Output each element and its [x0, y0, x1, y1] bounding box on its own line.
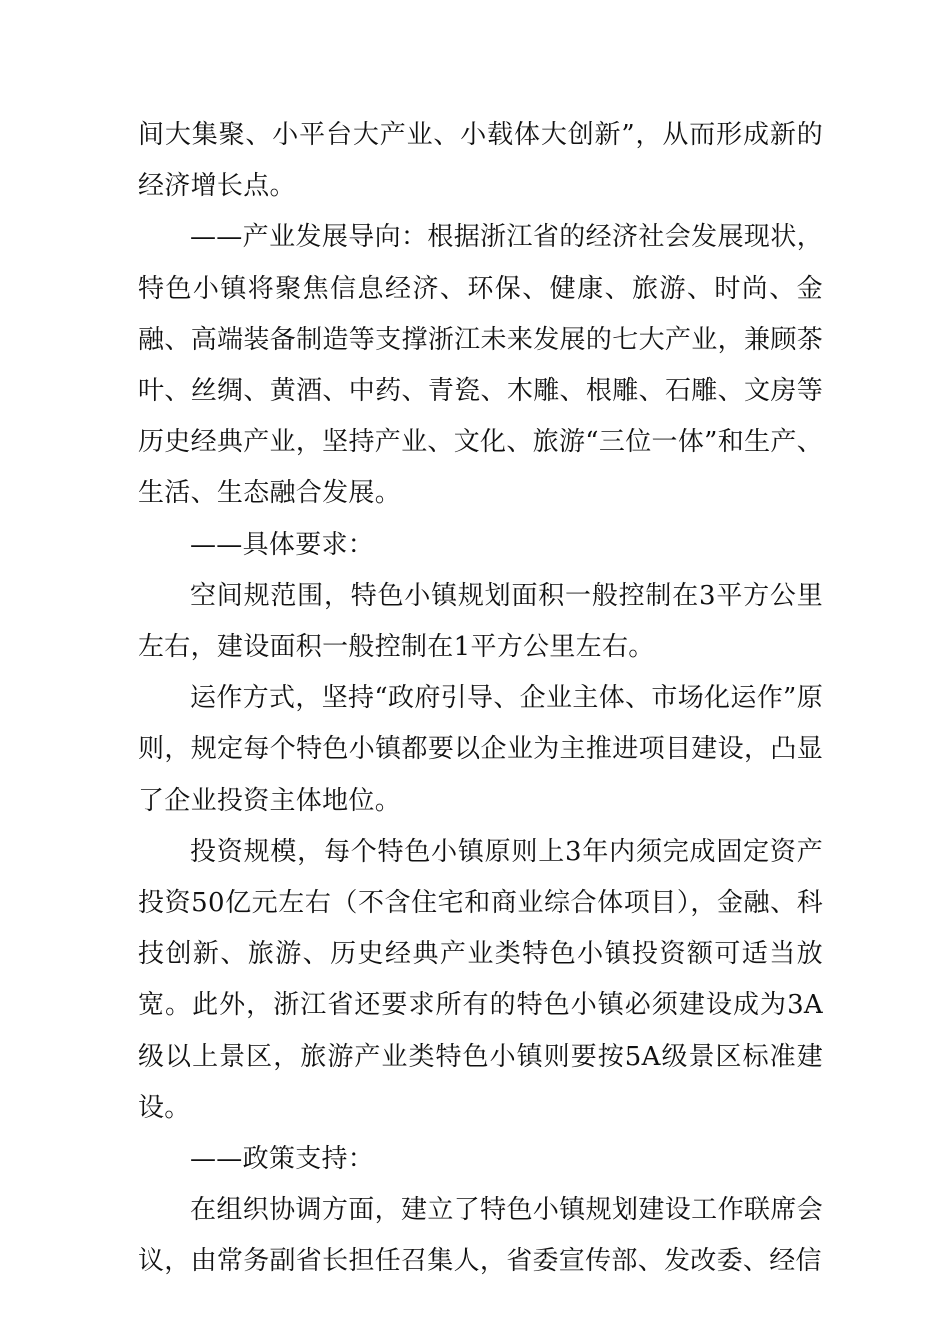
paragraph-4: 空间规范围，特色小镇规划面积一般控制在3平方公里左右，建设面积一般控制在1平方公里左右。 [138, 580, 823, 663]
paragraph-1: 间大集聚、小平台大产业、小载体大创新”，从而形成新的经济增长点。 [138, 120, 823, 202]
paragraph-5: 运作方式，坚持“政府引导、企业主体、市场化运作”原则，规定每个特色小镇都要以企业为主推进项目建设，凸显了企业投资主体地位。 [138, 683, 823, 816]
paragraph-8: 在组织协调方面，建立了特色小镇规划建设工作联席会议，由常务副省长担任召集人，省委宣传部、发改委、经信 [138, 1195, 823, 1277]
paragraph-7-heading: ——政策支持： [190, 1144, 375, 1175]
document-body [138, 110, 823, 1288]
paragraph-3-heading: ——具体要求： [190, 529, 375, 560]
paragraph-2: ——产业发展导向：根据浙江省的经济社会发展现状，特色小镇将聚焦信息经济、环保、健康、旅游、时尚、金融、高端装备制造等支撑浙江未来发展的七大产业，兼顾茶叶、丝绸、黄酒、中药、青瓷、木雕、根雕、石雕、文房等历史经典产业，坚持产业、文化、旅游“三位一体”和生产、生活、生态融合发展。 [138, 222, 823, 509]
paragraph-6: 投资规模，每个特色小镇原则上3年内须完成固定资产投资50亿元左右（不含住宅和商业综合体项目），金融、科技创新、旅游、历史经典产业类特色小镇投资额可适当放宽。此外，浙江省还要求所有的特色小镇必须建设成为3A级以上景区，旅游产业类特色小镇则要按5A级景区标准建设。 [138, 836, 823, 1123]
